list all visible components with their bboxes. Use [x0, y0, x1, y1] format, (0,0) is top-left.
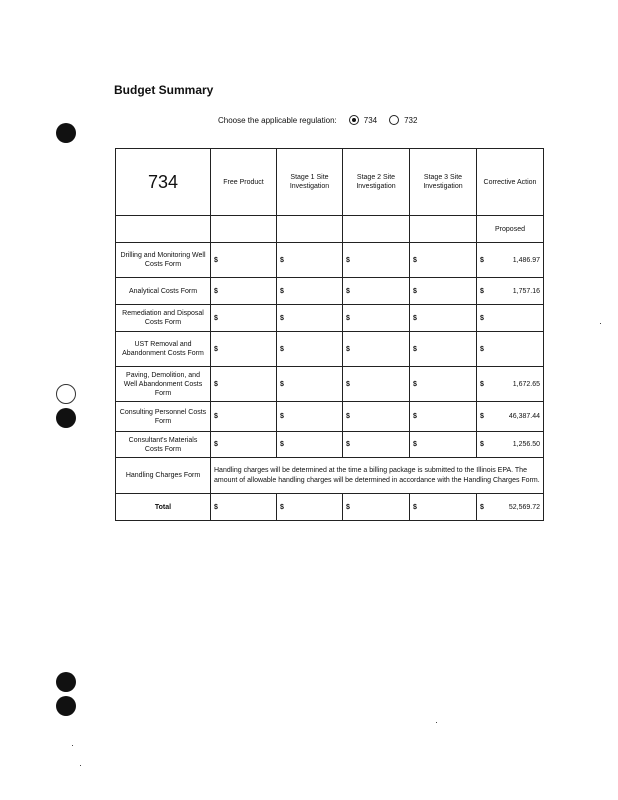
page-title: Budget Summary	[114, 83, 214, 97]
regulation-option-label: 732	[404, 115, 418, 125]
corrective-action-cell: $	[477, 305, 544, 332]
amount-value: 1,486.97	[512, 256, 540, 264]
budget-table	[115, 148, 544, 521]
table-row	[116, 402, 544, 432]
amount-cell: $	[277, 494, 343, 521]
empty-cell	[277, 216, 343, 243]
amount-cell: $	[343, 332, 410, 367]
amount-cell: $	[211, 332, 277, 367]
amount-cell: $	[277, 402, 343, 432]
table-row	[116, 278, 544, 305]
amount-cell: $	[211, 432, 277, 458]
amount-value: 1,757.16	[512, 287, 540, 295]
amount-cell: $	[277, 243, 343, 278]
row-label: Handling Charges Form	[116, 458, 211, 494]
scan-speck	[72, 745, 73, 746]
binder-hole-outline-icon	[56, 384, 76, 404]
row-label: Drilling and Monitoring Well Costs Form	[116, 243, 211, 278]
amount-cell: $	[343, 243, 410, 278]
binder-hole-icon	[56, 408, 76, 428]
row-label: UST Removal and Abandonment Costs Form	[116, 332, 211, 367]
total-row	[116, 494, 544, 521]
corrective-action-cell: $ 1,757.16	[477, 278, 544, 305]
column-header: Stage 3 Site Investigation	[410, 149, 477, 216]
binder-hole-icon	[56, 123, 76, 143]
empty-cell	[116, 216, 211, 243]
regulation-option-label: 734	[363, 115, 378, 125]
regulation-option-734[interactable]	[349, 115, 377, 125]
total-amount-cell: $ 52,569.72	[477, 494, 544, 521]
amount-cell: $	[343, 432, 410, 458]
amount-cell: $	[211, 494, 277, 521]
handling-note: Handling charges will be determined at the time a billing package is submitted to the Illinois EPA. The amount of allowable handling charges will be determined in accordance with the Handling Charges Form.	[211, 458, 544, 494]
amount-cell: $	[410, 305, 477, 332]
amount-cell: $	[211, 305, 277, 332]
row-label: Analytical Costs Form	[116, 278, 211, 305]
total-label: Total	[116, 494, 211, 521]
row-label: Consultant's Materials Costs Form	[116, 432, 211, 458]
amount-cell: $	[410, 243, 477, 278]
amount-cell: $	[277, 278, 343, 305]
corrective-action-cell: $ 46,387.44	[477, 402, 544, 432]
column-header: Free Product	[211, 149, 277, 216]
amount-cell: $	[277, 367, 343, 402]
amount-cell: $	[410, 278, 477, 305]
binder-hole-icon	[56, 696, 76, 716]
amount-cell: $	[343, 305, 410, 332]
row-label: Remediation and Disposal Costs Form	[116, 305, 211, 332]
amount-cell: $	[211, 367, 277, 402]
table-row	[116, 243, 544, 278]
corrective-action-cell: $ 1,486.97	[477, 243, 544, 278]
subheader-row	[116, 216, 544, 243]
header-row	[116, 149, 544, 216]
cost-rows	[116, 243, 544, 458]
row-label: Paving, Demolition, and Well Abandonment Costs Form	[116, 367, 211, 402]
table-row	[116, 432, 544, 458]
amount-cell: $	[410, 494, 477, 521]
amount-value: 1,256.50	[512, 441, 540, 448]
corrective-action-cell: $ 1,672.65	[477, 367, 544, 402]
proposed-label: Proposed	[477, 216, 544, 243]
regulation-cell: 734	[116, 149, 211, 216]
row-label: Consulting Personnel Costs Form	[116, 402, 211, 432]
empty-cell	[211, 216, 277, 243]
amount-cell: $	[343, 367, 410, 402]
amount-cell: $	[211, 243, 277, 278]
radio-selected-icon[interactable]	[349, 115, 359, 125]
table-row	[116, 367, 544, 402]
scan-speck	[436, 722, 437, 723]
amount-cell: $	[410, 402, 477, 432]
amount-value: 46,387.44	[508, 413, 540, 420]
amount-cell: $	[343, 402, 410, 432]
amount-value: 1,672.65	[512, 380, 540, 388]
empty-cell	[410, 216, 477, 243]
column-header: Stage 1 Site Investigation	[277, 149, 343, 216]
amount-cell: $	[343, 494, 410, 521]
handling-row	[116, 458, 544, 494]
corrective-action-cell: $ 1,256.50	[477, 432, 544, 458]
regulation-prompt: Choose the applicable regulation:	[218, 115, 337, 125]
amount-cell: $	[211, 278, 277, 305]
total-value: 52,569.72	[508, 503, 540, 511]
amount-cell: $	[410, 367, 477, 402]
regulation-chooser	[218, 115, 417, 125]
amount-cell: $	[277, 305, 343, 332]
amount-cell: $	[211, 402, 277, 432]
table-row	[116, 305, 544, 332]
radio-unselected-icon[interactable]	[389, 115, 399, 125]
amount-cell: $	[277, 432, 343, 458]
amount-cell: $	[410, 432, 477, 458]
table-row	[116, 332, 544, 367]
empty-cell	[343, 216, 410, 243]
column-header: Corrective Action	[477, 149, 544, 216]
binder-hole-icon	[56, 672, 76, 692]
column-header: Stage 2 Site Investigation	[343, 149, 410, 216]
amount-cell: $	[410, 332, 477, 367]
amount-cell: $	[343, 278, 410, 305]
amount-cell: $	[277, 332, 343, 367]
corrective-action-cell: $	[477, 332, 544, 367]
scan-speck	[600, 323, 601, 324]
regulation-option-732[interactable]	[389, 115, 417, 125]
scan-speck	[80, 765, 81, 766]
